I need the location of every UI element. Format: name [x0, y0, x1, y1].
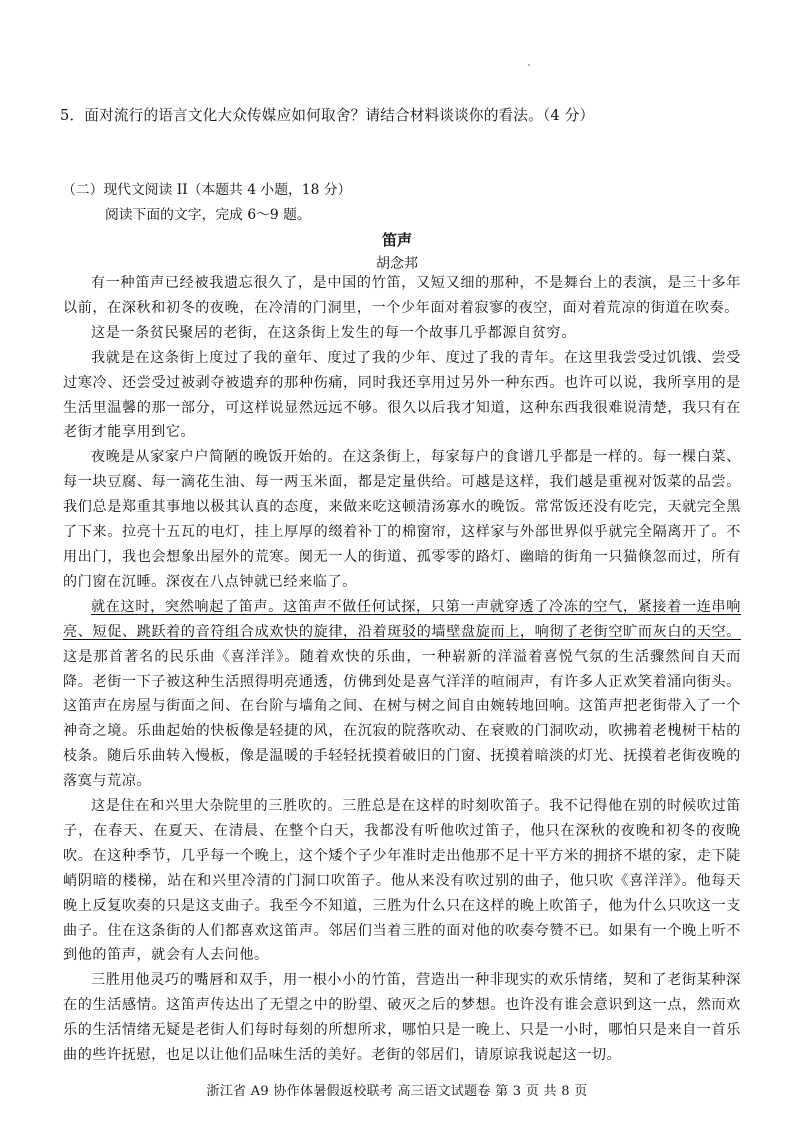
paragraph-underlined: [63, 595, 741, 794]
paragraph-continuation: 这是那首著名的民乐曲《喜洋洋》。随着欢快的乐曲，一种崭新的洋溢着喜悦气氛的生活骤然间自天而降。老街一下子被这种生活照得明亮通透，仿佛到处是喜气洋洋的喧闹声，有许多人正欢笑着涌向街头。这笛声在房屋与街面之间、在台阶与墙角之间、在树与树之间自由婉转地回响。这笛声把老街带入了一个神奇之境。乐曲起始的快板像是轻捷的风，在沉寂的院落吹动、在衰败的门洞吹动，吹拂着老槐树干枯的枝条。随后乐曲转入慢板，像是温暖的手轻轻抚摸着破旧的门窗、抚摸着暗淡的灯光、抚摸着老街夜晚的落寞与荒凉。: [63, 648, 741, 790]
paragraph: 我就是在这条街上度过了我的童年、度过了我的少年、度过了我的青年。在这里我尝受过饥饿、尝受过寒冷、还尝受过被剥夺被遗弃的那种伤痛，同时我还享用过另外一种东西。也许可以说，我所享用的是生活里温馨的那一部分，可这样说显然远远不够。很久以后我才知道，这种东西我很难说清楚，我只有在老街才能享用到它。: [63, 349, 741, 441]
paragraph: 这是一条贫民聚居的老街，在这条街上发生的每一个故事几乎都源自贫穷。: [91, 324, 576, 341]
paragraph: 有一种笛声已经被我遗忘很久了，是中国的竹笛，又短又细的那种，不是舞台上的表演，是三十多年以前，在深秋和初冬的夜晚，在冷清的门洞里，一个少年面对着寂寥的夜空，面对着荒凉的街道在吹奏。: [63, 275, 741, 316]
underlined-passage: 就在这时，突然响起了笛声。这笛声不做任何试探，只第一声就穿透了冷冻的空气，紧接着一连串响亮、短促、跳跃着的音符组合成欢快的旋律，沿着斑驳的墙壁盘旋而上，响彻了老街空旷而灰白的天空。: [63, 598, 741, 640]
paragraph: 三胜用他灵巧的嘴唇和双手，用一根小小的竹笛，营造出一种非现实的欢乐情绪，契和了老街某种深在的生活感情。这笛声传达出了无望之中的盼望、破灭之后的梦想。也许没有谁会意识到这一点，然而欢乐的生活情绪无疑是老街人们每时每刻的所想所求，哪怕只是一晚上、只是一小时，哪怕只是来自一首乐曲的些许抚慰，也足以让他们品味生活的美好。老街的邻居们，请原谅我说起这一切。: [63, 972, 741, 1064]
question-5: 5．面对流行的语言文化大众传媒应如何取舍？请结合材料谈谈你的看法。（4 分）: [60, 107, 595, 124]
article-body: [63, 271, 741, 1068]
scan-mark: [528, 64, 530, 66]
article-title: 笛声: [381, 231, 412, 249]
page-footer: 浙江省 A9 协作体暑假返校联考 高三语文试题卷 第 3 页 共 8 页: [206, 1084, 588, 1099]
paragraph: 这是住在和兴里大杂院里的三胜吹的。三胜总是在这样的时刻吹笛子。我不记得他在别的时候吹过笛子，在春天、在夏天、在清晨、在整个白天，我都没有听他吹过笛子，他只在深秋的夜晚和初冬的夜晚吹。在这种季节，几乎每一个晚上，这个矮个子少年准时走出他那不足十平方米的拥挤不堪的家，走下陡峭阴暗的楼梯，站在和兴里冷清的门洞口吹笛子。他从来没有吹过别的曲子，他只吹《喜洋洋》。他每天晚上反复吹奏的只是这支曲子。我至今不知道，三胜为什么只在这样的晚上吹笛子，他为什么只吹这一支曲子。住在这条街的人们都喜欢这笛声。邻居们当着三胜的面对他的吹奏夸赞不已。如果有一个晚上听不到他的笛声，就会有人去问他。: [63, 798, 741, 964]
article-author: 胡念邦: [376, 256, 418, 272]
section-heading: （二）现代文阅读 II（本题共 4 小题，18 分）: [62, 182, 352, 198]
paragraph: 夜晚是从家家户户简陋的晚饭开始的。在这条街上，每家每户的食谱几乎都是一样的。每一棵白菜、每一块豆腐、每一滴花生油、每一两玉米面，都是定量供给。可越是这样，我们越是重视对饭菜的品尝。我们总是郑重其事地以极其认真的态度，来做来吃这顿清汤寡水的晚饭。常常饭还没有吃完，天就完全黑了下来。拉亮十五瓦的电灯，挂上厚厚的缀着补丁的棉窗帘，这样家与外部世界似乎就完全隔离开了。不用出门，我也会想象出屋外的荒寒。阒无一人的街道、孤零零的路灯、幽暗的街角一只猫倏忽而过，所有的门窗在沉睡。深夜在八点钟就已经来临了。: [63, 449, 741, 590]
section-instruction: 阅读下面的文字，完成 6～9 题。: [105, 207, 311, 223]
